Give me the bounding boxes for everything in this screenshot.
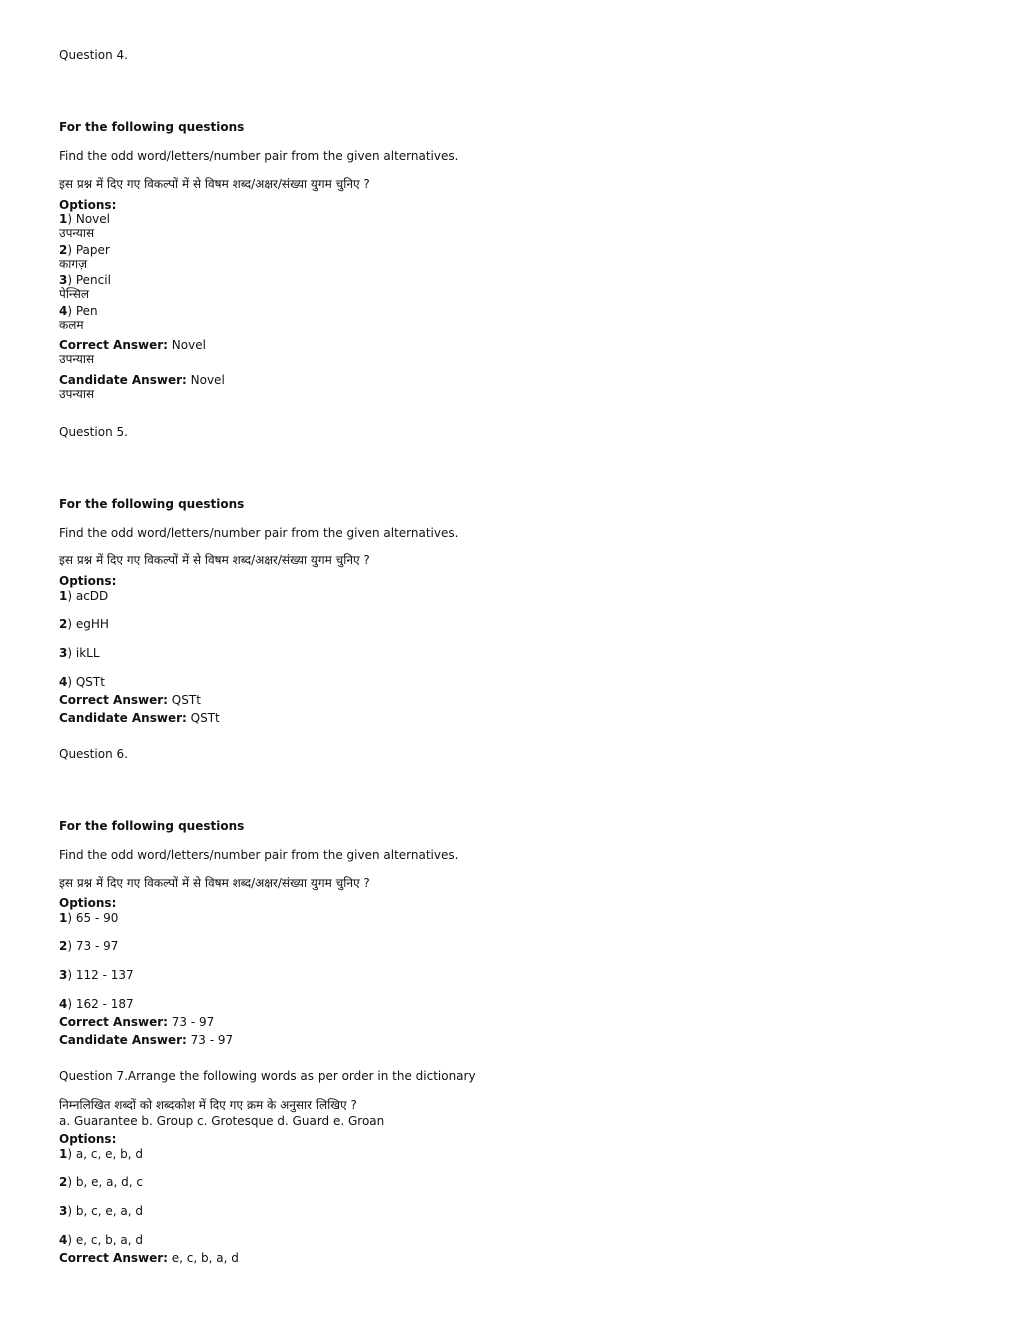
instruction-english: Find the odd word/letters/number pair from the given alternatives.: [59, 149, 459, 163]
option-item: 1) a, c, e, b, d: [59, 1147, 143, 1161]
instruction-title: For the following questions: [59, 120, 245, 134]
option-item: 2) egHH: [59, 617, 109, 631]
question-heading: Question 7.Arrange the following words as per order in the dictionary: [59, 1069, 476, 1083]
candidate-answer-hindi: उपन्यास: [59, 387, 95, 401]
options-label: Options:: [59, 198, 117, 212]
instruction-title: For the following questions: [59, 497, 245, 511]
option-item: 3) ikLL: [59, 646, 100, 660]
option-item: 1) acDD: [59, 589, 109, 603]
instruction-hindi: निम्नलिखित शब्दों को शब्दकोश में दिए गए क्रम के अनुसार लिखिए ?: [59, 1098, 357, 1112]
option-item: 2) Paper: [59, 243, 110, 257]
instruction-english: Find the odd word/letters/number pair from the given alternatives.: [59, 526, 459, 540]
question-heading: Question 5.: [59, 425, 128, 439]
option-item: 1) 65 - 90: [59, 911, 119, 925]
options-label: Options:: [59, 896, 117, 910]
question-heading: Question 6.: [59, 747, 128, 761]
instruction-hindi: इस प्रश्न में दिए गए विकल्पों में से विषम शब्द/अक्षर/संख्या युगम चुनिए ?: [59, 177, 370, 191]
option-item: 2) b, e, a, d, c: [59, 1175, 143, 1189]
correct-answer-hindi: उपन्यास: [59, 352, 95, 366]
instruction-hindi: इस प्रश्न में दिए गए विकल्पों में से विषम शब्द/अक्षर/संख्या युगम चुनिए ?: [59, 553, 370, 567]
instruction-hindi: इस प्रश्न में दिए गए विकल्पों में से विषम शब्द/अक्षर/संख्या युगम चुनिए ?: [59, 876, 370, 890]
option-item: 3) b, c, e, a, d: [59, 1204, 143, 1218]
word-list: a. Guarantee b. Group c. Grotesque d. Guard e. Groan: [59, 1114, 385, 1128]
correct-answer: Correct Answer: 73 - 97: [59, 1015, 215, 1029]
options-label: Options:: [59, 1132, 117, 1146]
option-item: 2) 73 - 97: [59, 939, 119, 953]
instruction-title: For the following questions: [59, 819, 245, 833]
question-heading: Question 4.: [59, 48, 128, 62]
option-item: 1) Novel: [59, 212, 110, 226]
options-label: Options:: [59, 574, 117, 588]
candidate-answer: Candidate Answer: Novel: [59, 373, 225, 387]
correct-answer: Correct Answer: e, c, b, a, d: [59, 1251, 239, 1265]
option-hindi: कागज़: [59, 257, 87, 271]
option-item: 4) Pen: [59, 304, 98, 318]
option-item: 4) 162 - 187: [59, 997, 134, 1011]
option-item: 3) 112 - 137: [59, 968, 134, 982]
option-item: 3) Pencil: [59, 273, 111, 287]
option-hindi: उपन्यास: [59, 226, 95, 240]
option-hindi: पेन्सिल: [59, 287, 90, 301]
candidate-answer: Candidate Answer: QSTt: [59, 711, 220, 725]
correct-answer: Correct Answer: Novel: [59, 338, 206, 352]
option-item: 4) e, c, b, a, d: [59, 1233, 143, 1247]
correct-answer: Correct Answer: QSTt: [59, 693, 201, 707]
option-item: 4) QSTt: [59, 675, 105, 689]
instruction-english: Find the odd word/letters/number pair from the given alternatives.: [59, 848, 459, 862]
candidate-answer: Candidate Answer: 73 - 97: [59, 1033, 234, 1047]
option-hindi: कलम: [59, 318, 84, 332]
